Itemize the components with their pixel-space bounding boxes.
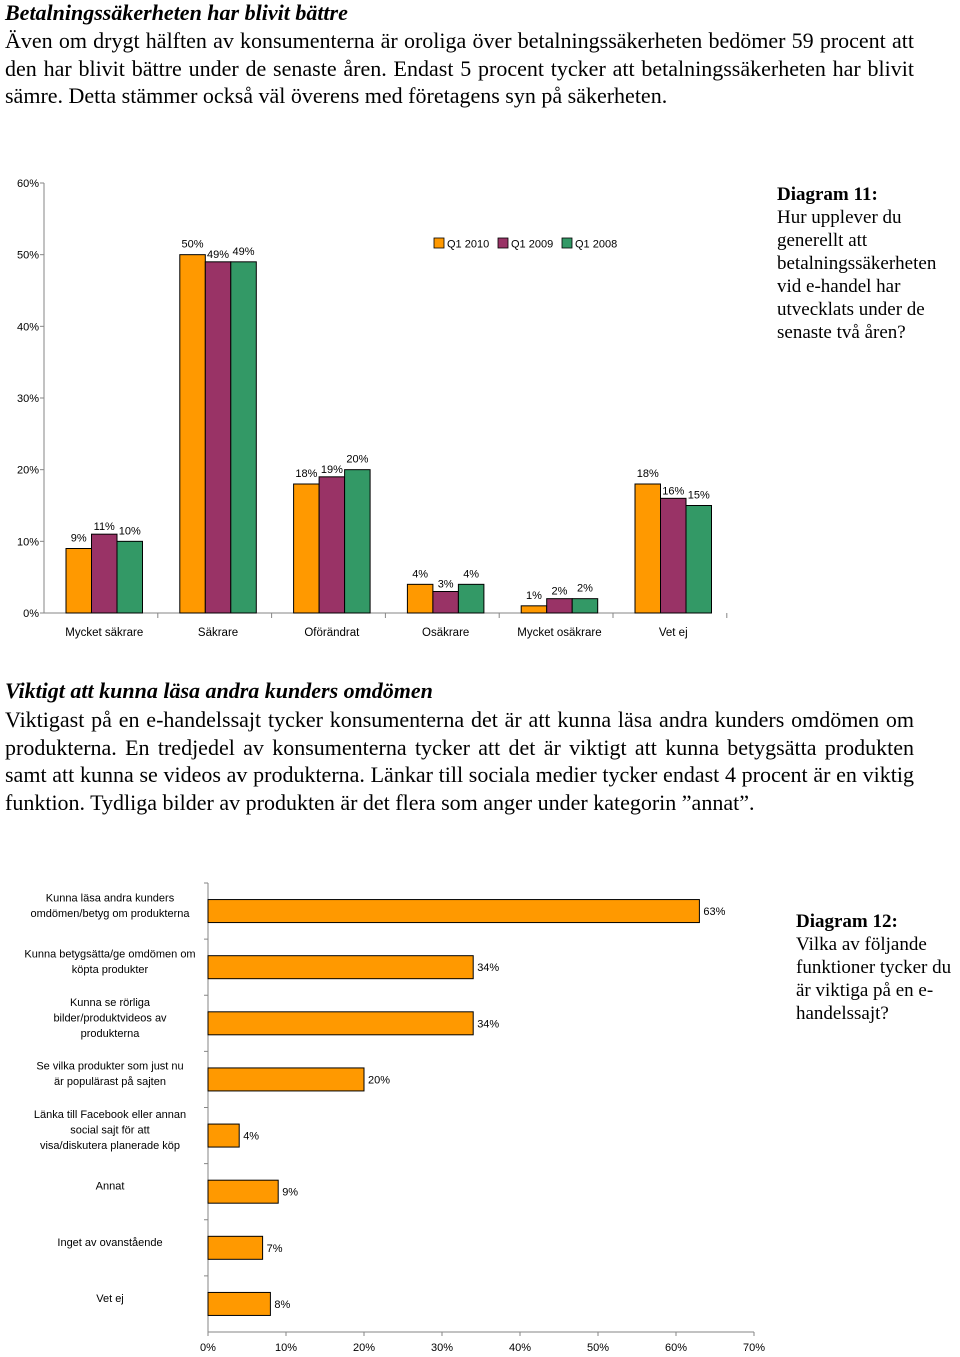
bar-value-label: 4% [463, 568, 480, 581]
legend-swatch-q1-2008 [562, 238, 572, 248]
bar-function [208, 1236, 263, 1259]
section-heading-reviews: Viktigt att kunna läsa andra kunders omdömen [5, 678, 433, 703]
category-label-line: Vet ej [96, 1292, 124, 1305]
x-category-label: Oförändrat [304, 627, 360, 639]
bar-value-label: 15% [687, 489, 710, 502]
legend-label: Q1 2010 [447, 238, 490, 251]
bar-q1-2008 [686, 506, 712, 614]
bar-q1-2008 [117, 541, 143, 613]
x-tick-label: 0% [200, 1342, 216, 1354]
diagram-12-question: Vilka av följande funktioner tycker du är viktiga på en e-handelssajt? [796, 934, 952, 1024]
x-category-label: Mycket osäkrare [517, 627, 602, 639]
category-label-line: Inget av ovanstående [57, 1236, 163, 1249]
bar-value-label: 11% [93, 521, 115, 534]
bar-q1-2008 [458, 584, 484, 613]
category-label [24, 948, 195, 976]
y-tick-label: 0% [23, 608, 39, 620]
x-category-label: Vet ej [658, 627, 688, 639]
bar-q1-2009 [547, 599, 573, 613]
y-tick-label: 50% [16, 249, 39, 262]
bar-q1-2009 [92, 534, 118, 613]
bar-value-label: 2% [551, 585, 568, 598]
x-tick-label: 30% [430, 1342, 454, 1354]
category-label-line: bilder/produktvideos av [53, 1012, 167, 1025]
legend-label: Q1 2009 [511, 238, 554, 251]
bar-q1-2010 [294, 484, 320, 613]
bar-function [208, 1068, 364, 1091]
bar-q1-2010 [66, 549, 92, 614]
category-label-line: Kunna se rörliga [69, 996, 151, 1009]
legend-swatch-q1-2010 [434, 238, 444, 248]
bar-q1-2008 [572, 599, 598, 613]
bar-function [208, 1180, 278, 1203]
bar-value-label: 4% [412, 568, 429, 581]
bar-value-label: 34% [477, 1018, 500, 1031]
y-tick-label: 10% [16, 536, 39, 549]
bar-q1-2009 [661, 498, 687, 613]
category-label [36, 1061, 183, 1089]
x-tick-label: 60% [664, 1342, 688, 1354]
x-tick-label: 70% [742, 1342, 766, 1354]
category-label-line: social sajt för att [70, 1124, 150, 1137]
bar-value-label: 49% [232, 245, 255, 258]
category-label [57, 1237, 162, 1249]
x-tick-label: 40% [508, 1342, 532, 1354]
bar-q1-2008 [231, 262, 256, 613]
bar-function [208, 1124, 239, 1147]
x-tick-label: 20% [352, 1342, 376, 1354]
bar-q1-2009 [205, 262, 231, 613]
bar-value-label: 4% [243, 1130, 260, 1143]
bar-q1-2009 [433, 592, 459, 614]
x-category-label: Mycket säkrare [65, 627, 144, 639]
category-label-line: Kunna betygsätta/ge omdömen om [24, 948, 196, 961]
bar-value-label: 18% [295, 468, 318, 480]
category-label [96, 1293, 124, 1305]
bar-function [208, 1292, 270, 1315]
bar-value-label: 2% [576, 582, 593, 595]
diagram-12-caption [796, 910, 960, 1025]
section-heading-payment-security: Betalningssäkerheten har blivit bättre [5, 0, 348, 25]
section-body-payment-security: Även om drygt hälften av konsumenterna är oroliga över betalningssäkerheten bedömer 59 procent att den har blivit bättre under de senaste åren. Endast 5 procent tycker att betalningssäkerheten har blivit sämre. Detta stämmer också väl överens med företagens syn på säkerheten. [5, 28, 914, 109]
category-label-line: visa/diskutera planerade köp [39, 1140, 181, 1153]
diagram-12-label: Diagram 12: [796, 911, 898, 932]
bar-value-label: 8% [274, 1298, 291, 1311]
category-label-line: omdömen/betyg om produkterna [30, 907, 190, 920]
bar-value-label: 9% [282, 1186, 299, 1199]
diagram-11-question: Hur upplever du generellt att betalningssäkerheten vid e-handel har utvecklats under de senaste två åren? [777, 207, 937, 343]
category-label-line: är populärast på sajten [54, 1076, 166, 1089]
bar-value-label: 18% [636, 468, 659, 480]
y-tick-label: 40% [16, 321, 39, 334]
bar-function [208, 900, 699, 923]
y-tick-label: 30% [16, 393, 39, 405]
legend-swatch-q1-2009 [498, 238, 508, 248]
x-tick-label: 10% [274, 1342, 298, 1354]
category-label [96, 1181, 125, 1193]
diagram-11-label: Diagram 11: [777, 184, 878, 205]
bar-q1-2008 [345, 470, 371, 613]
bar-q1-2010 [180, 255, 206, 613]
category-label-line: Annat [95, 1180, 125, 1193]
category-label [53, 997, 167, 1040]
x-tick-label: 50% [586, 1342, 610, 1354]
category-label-line: Se vilka produkter som just nu [36, 1060, 184, 1073]
bar-value-label: 3% [437, 578, 454, 591]
bar-value-label: 50% [181, 238, 204, 251]
bar-function [208, 956, 473, 979]
category-label [31, 892, 191, 920]
legend-label: Q1 2008 [575, 238, 618, 251]
bar-value-label: 10% [118, 525, 141, 538]
bar-q1-2010 [407, 584, 433, 613]
section-body-reviews: Viktigast på en e-handelssajt tycker konsumenterna det är att kunna läsa andra kunders omdömen om produkterna. En tredjedel av konsumenterna tycker att det är viktigt att kunna betygsätta produkten samt att kunna se videos av produkterna. Länkar till sociala medier tycker endast 4 procent är en viktig funktion. Tydliga bilder av produkten är det flera som anger under kategorin ”annat”. [5, 707, 914, 816]
bar-value-label: 16% [662, 485, 685, 498]
bar-q1-2010 [521, 606, 547, 613]
bar-value-label: 9% [70, 532, 87, 545]
bar-value-label: 20% [346, 453, 369, 466]
category-label-line: Länka till Facebook eller annan [33, 1109, 187, 1122]
bar-value-label: 63% [703, 906, 726, 919]
y-tick-label: 60% [16, 178, 39, 190]
diagram-11-caption [777, 183, 957, 344]
bar-q1-2009 [319, 477, 345, 613]
category-label [34, 1109, 186, 1152]
x-category-label: Osäkrare [422, 627, 470, 639]
bar-value-label: 1% [525, 589, 542, 602]
bar-q1-2010 [635, 484, 661, 613]
category-label-line: produkterna [80, 1027, 140, 1040]
bar-value-label: 20% [368, 1074, 391, 1087]
category-label-line: köpta produkter [71, 963, 149, 976]
y-tick-label: 20% [16, 464, 39, 477]
bar-value-label: 7% [266, 1242, 283, 1255]
bar-value-label: 49% [207, 248, 230, 261]
x-category-label: Säkrare [197, 627, 239, 639]
bar-value-label: 34% [477, 962, 500, 975]
category-label-line: Kunna läsa andra kunders [45, 892, 175, 905]
bar-value-label: 19% [320, 463, 343, 476]
bar-function [208, 1012, 473, 1035]
